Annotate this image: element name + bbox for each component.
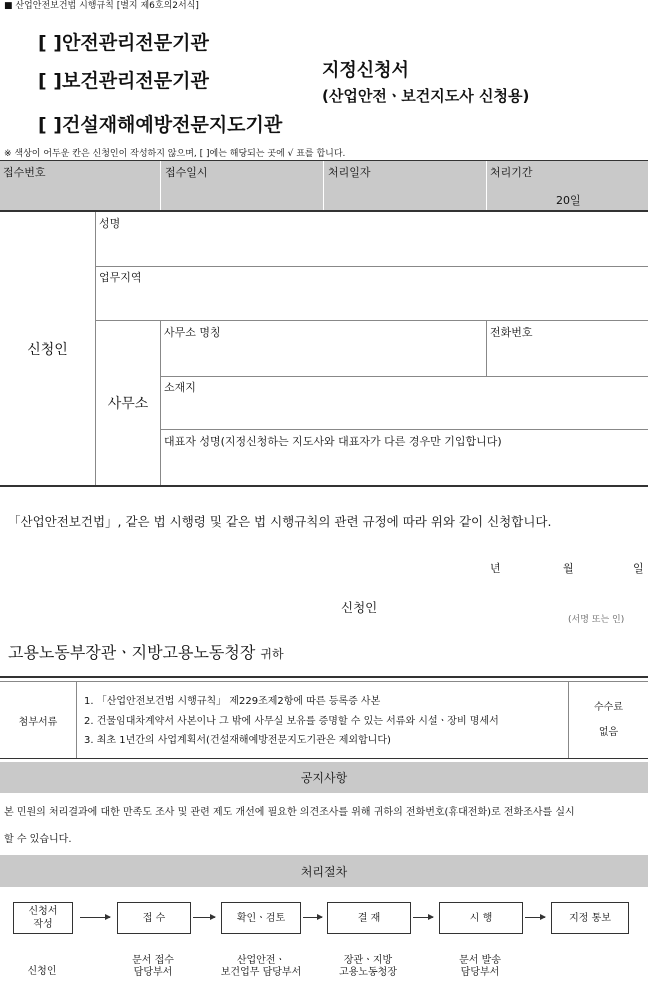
- arrow-icon: [303, 917, 322, 918]
- process-date-label: 처리일자: [328, 166, 371, 179]
- signature-hint: (서명 또는 인): [568, 615, 625, 625]
- option-safety-agency[interactable]: [ ]안전관리전문기관: [38, 32, 209, 54]
- actor-dispatch-dept: 문서 발송 담당부서: [459, 955, 501, 978]
- phone-label: 전화번호: [490, 326, 533, 339]
- option-construction-agency[interactable]: [ ]건설재해예방전문지도기관: [38, 114, 283, 136]
- recipient-suffix: 귀하: [260, 647, 284, 661]
- attachment-item-2: 2. 건물임대차계약서 사본이나 그 밖에 사무실 보유를 증명할 수 있는 서류와 시설ㆍ장비 명세서: [84, 716, 499, 727]
- receipt-date-label: 접수일시: [165, 166, 208, 179]
- step-review: 확인ㆍ검토: [221, 902, 301, 934]
- process-period-value: 20일: [556, 194, 581, 207]
- date-month: 월: [563, 562, 574, 575]
- step-approval: 결 재: [327, 902, 411, 934]
- recipient-name: 고용노동부장관ㆍ지방고용노동청장: [8, 643, 256, 662]
- date-day: 일: [633, 562, 644, 575]
- fee-label: 수수료: [594, 702, 623, 713]
- work-region-label: 업무지역: [99, 271, 142, 284]
- actor-safety-dept: 산업안전ㆍ 보건업무 담당부서: [220, 955, 302, 978]
- procedure-header: 처리절차: [0, 855, 648, 887]
- actor-receipt-dept: 문서 접수 담당부서: [132, 955, 174, 978]
- office-label: 사무소: [107, 396, 149, 412]
- receipt-row: [0, 160, 648, 210]
- address-label: 소재지: [164, 381, 196, 394]
- name-label: 성명: [99, 217, 121, 230]
- recipient: [8, 640, 284, 663]
- fill-notice: ※ 색상이 어두운 칸은 신청인이 작성하지 않으며, [ ]에는 해당되는 곳에 √ 표를 합니다.: [4, 149, 346, 159]
- receipt-number-label: 접수번호: [3, 166, 46, 179]
- public-notice-line-1: 본 민원의 처리결과에 대한 만족도 조사 및 관련 제도 개선에 필요한 의견조사를 위해 귀하의 전화번호(휴대전화)로 전화조사를 실시: [4, 807, 575, 818]
- arrow-icon: [525, 917, 545, 918]
- arrow-icon: [193, 917, 215, 918]
- fee-value: 없음: [598, 727, 619, 738]
- step-receipt: 접 수: [117, 902, 191, 934]
- applicant-section-label: 신청인: [27, 341, 68, 358]
- form-tag: ■ 산업안전보건법 시행규칙 [별지 제6호의2서식]: [4, 1, 199, 11]
- form-title: 지정신청서: [322, 60, 409, 81]
- form-subtitle: (산업안전ㆍ보건지도사 신청용): [322, 87, 530, 105]
- date-year: 년: [490, 562, 501, 575]
- public-notice-line-2: 할 수 있습니다.: [4, 834, 72, 845]
- step-application: 신청서 작성: [13, 902, 73, 934]
- signer-label: 신청인: [341, 600, 378, 615]
- arrow-icon: [413, 917, 433, 918]
- option-health-agency[interactable]: [ ]보건관리전문기관: [38, 70, 209, 92]
- step-notification: 지정 통보: [551, 902, 629, 934]
- public-notice-header: 공지사항: [0, 762, 648, 793]
- arrow-icon: [80, 917, 110, 918]
- representative-label: 대표자 성명(지정신청하는 지도사와 대표자가 다른 경우만 기입합니다): [164, 435, 502, 448]
- step-execution: 시 행: [439, 902, 523, 934]
- attachment-item-3: 3. 최초 1년간의 사업계획서(건설재해예방전문지도기관은 제외합니다): [84, 735, 391, 746]
- declaration-text: 「산업안전보건법」, 같은 법 시행령 및 같은 법 시행규칙의 관련 규정에 따라 위와 같이 신청합니다.: [8, 514, 552, 529]
- attachments-label: 첨부서류: [18, 716, 58, 728]
- process-period-label: 처리기간: [490, 166, 533, 179]
- actor-applicant: 신청인: [27, 966, 57, 977]
- office-name-label: 사무소 명칭: [164, 326, 221, 339]
- attachment-item-1: 1. 「산업안전보건법 시행규칙」 제229조제2항에 따른 등록증 사본: [84, 696, 381, 707]
- actor-minister: 장관ㆍ지방 고용노동청장: [339, 955, 397, 978]
